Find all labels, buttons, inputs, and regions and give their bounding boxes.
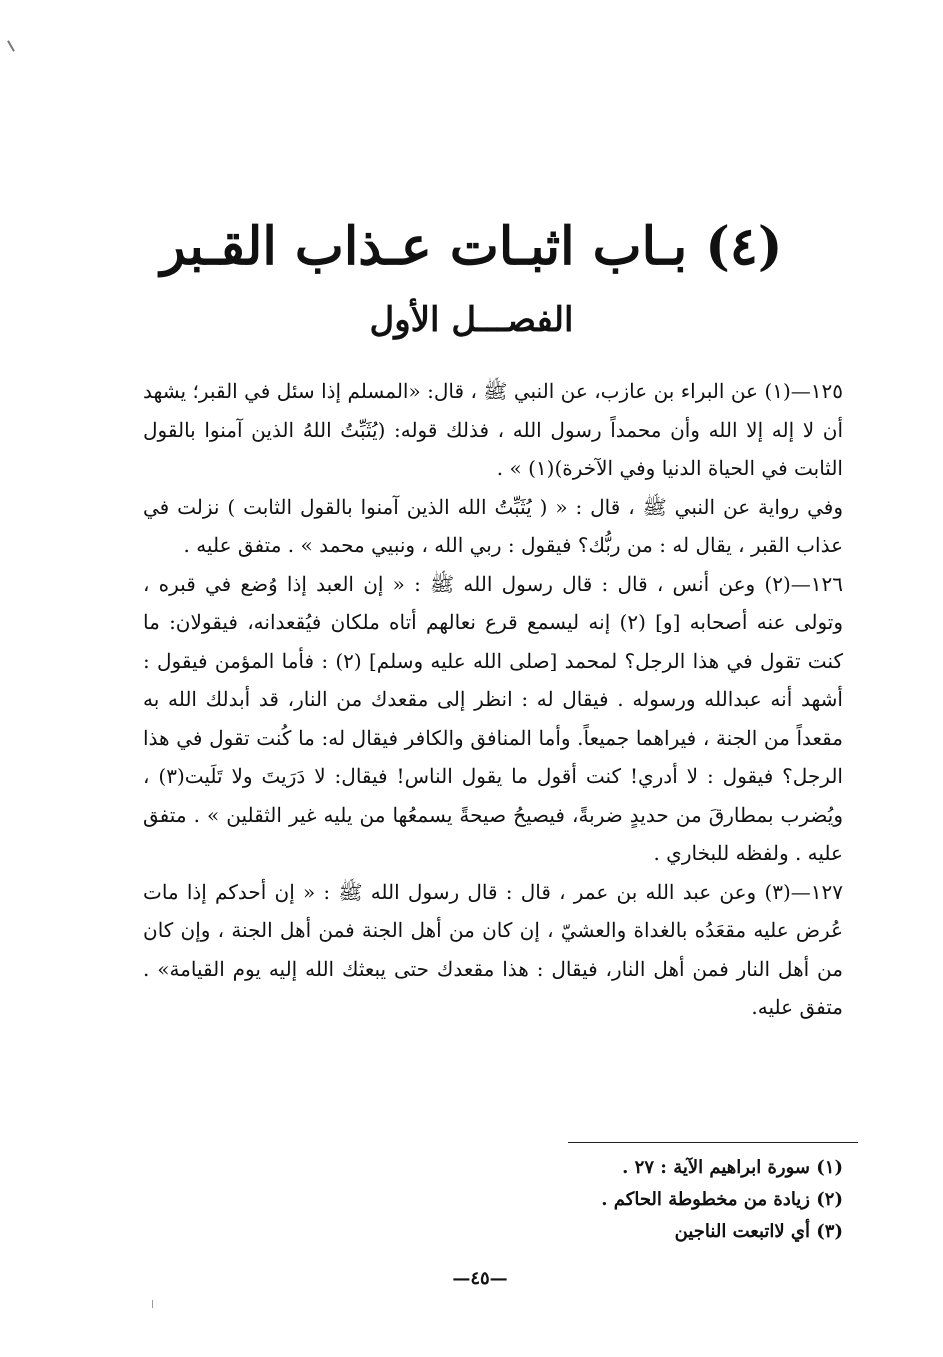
page-number: —٤٥— <box>452 1268 508 1289</box>
scan-mark <box>7 40 15 51</box>
footnote: (١) سورة ابراهيم الآية : ٢٧ . <box>622 1157 843 1178</box>
hadith-paragraph: ١٢٦—(٢) وعن أنس ، قال : قال رسول الله ﷺ : « إن العبد إذا وُضع في قبره ، وتولى عنه أصحابه [و] (٢) إنه ليسمع قرع نعالهم أتاه ملكان فيُقعدانه، فيقولان: ما كنت تقول في هذا الرجل؟ لمحمد [صلى الله عليه وسلم] (٢) : فأما المؤمن فيقول : أشهد أنه عبدالله ورسوله . فيقال له : انظر إلى مقعدك من النار، قد أبدلك الله به مقعداً من الجنة ، فيراهما جميعاً. وأما المنافق والكافر فيقال له: ما كُنت تقول في هذا الرجل؟ فيقول : لا أدري! كنت أقول ما يقول الناس! فيقال: لا دَرَيتَ ولا تَلَيت(٣) ، ويُضرب بمطارقَ من حديدٍ ضربةً، فيصيحُ صيحةً يسمعُها من يليه غير الثقلين » . متفق عليه . ولفظه للبخاري . <box>143 571 844 865</box>
chapter-title: (٤) بـاب اثبـات عـذاب القـبر <box>160 216 783 277</box>
body-text <box>143 372 843 1027</box>
footnote: (٣) أي لااتبعت الناجين <box>674 1221 843 1242</box>
section-title: الفصـــل الأول <box>369 300 574 340</box>
scan-mark <box>152 1300 153 1308</box>
footnotes <box>543 1152 843 1248</box>
hadith-paragraph: ١٢٧—(٣) وعن عبد الله بن عمر ، قال : قال رسول الله ﷺ : « إن أحدكم إذا مات عُرض عليه مقعَدُه بالغداة والعشيّ ، إن كان من أهل الجنة فمن أهل الجنة ، وإن كان من أهل النار فمن أهل النار، فيقال : هذا مقعدك حتى يبعثك الله إليه يوم القيامة» . متفق عليه. <box>143 879 843 1019</box>
hadith-paragraph: وفي رواية عن النبي ﷺ ، قال : « ( يُثَبِّتُ الله الذين آمنوا بالقول الثابت ) نزلت في عذاب القبر ، يقال له : من ربُّك؟ فيقول : ربي الله ، ونبيي محمد » . متفق عليه . <box>143 494 843 557</box>
footnote: (٢) زيادة من مخطوطة الحاكم . <box>601 1189 843 1210</box>
hadith-paragraph: ١٢٥—(١) عن البراء بن عازب، عن النبي ﷺ ، قال: «المسلم إذا سئل في القبر؛ يشهد أن لا إله إلا الله وأن محمداً رسول الله ، فذلك قوله: (يُثَبِّتُ اللهُ الذين آمنوا بالقول الثابت في الحياة الدنيا وفي الآخرة)(١) » . <box>143 379 843 480</box>
footnote-divider <box>568 1142 858 1143</box>
